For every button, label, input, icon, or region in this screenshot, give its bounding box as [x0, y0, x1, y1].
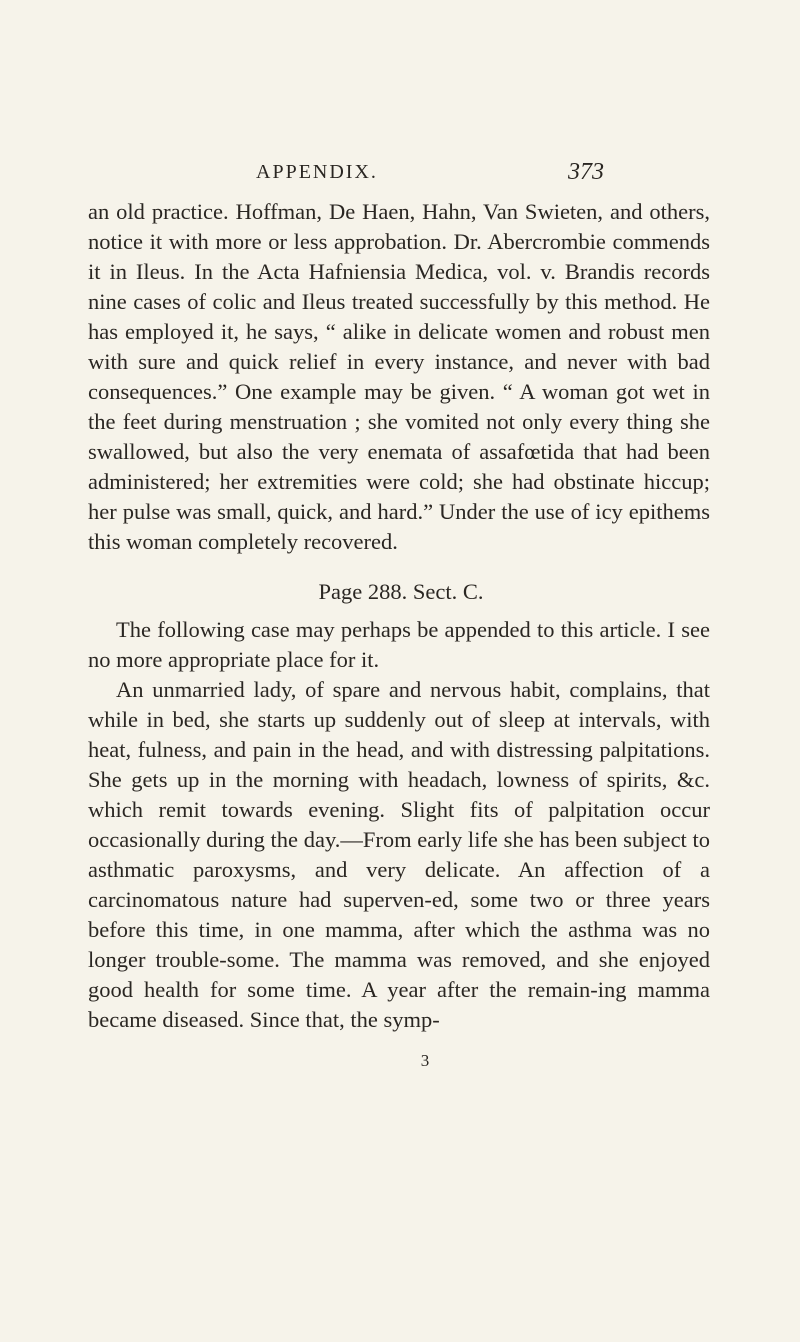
signature-mark: 3: [420, 1051, 430, 1070]
paragraph-intro: The following case may perhaps be appended to this article. I see no more appropriate place for it.: [88, 617, 710, 672]
paragraph-continuation: an old practice. Hoffman, De Haen, Hahn, Van Swieten, and others, notice it with more or less approbation. Dr. Abercrombie commends it in Ileus. In the Acta Hafniensia Medica, vol. v. Brandis records nine cases of colic and Ileus treated successfully by this method. He has employed it, he says, “ alike in delicate women and robust men with sure and quick relief in every instance, and never with bad consequences.” One example may be given. “ A woman got wet in the feet during menstruation ; she vomited not only every thing she swallowed, but also the very enemata of assafœtida that had been administered; her extremities were cold; she had obstinate hiccup; her pulse was small, quick, and hard.” Under the use of icy epithems this woman completely recovered.: [88, 199, 710, 554]
paragraph-case: An unmarried lady, of spare and nervous habit, complains, that while in bed, she starts up suddenly out of sleep at intervals, with heat, fulness, and pain in the head, and with distressing palpitations. She gets up in the morning with headach, lowness of spirits, &c. which remit towards evening. Slight fits of palpitation occur occasionally during the day.—From early life she has been subject to asthmatic paroxysms, and very delicate. An affection of a carcinomatous nature had superven-ed, some two or three years before this time, in one mamma, after which the asthma was no longer trouble-some. The mamma was removed, and she enjoyed good health for some time. A year after the remain-ing mamma became diseased. Since that, the symp-: [88, 677, 710, 1032]
section-heading: Page 288. Sect. C.: [318, 579, 484, 604]
running-head: APPENDIX.: [256, 161, 378, 183]
page-header: [256, 161, 656, 191]
body-text: [88, 197, 710, 1035]
page-number: 373: [568, 159, 604, 185]
